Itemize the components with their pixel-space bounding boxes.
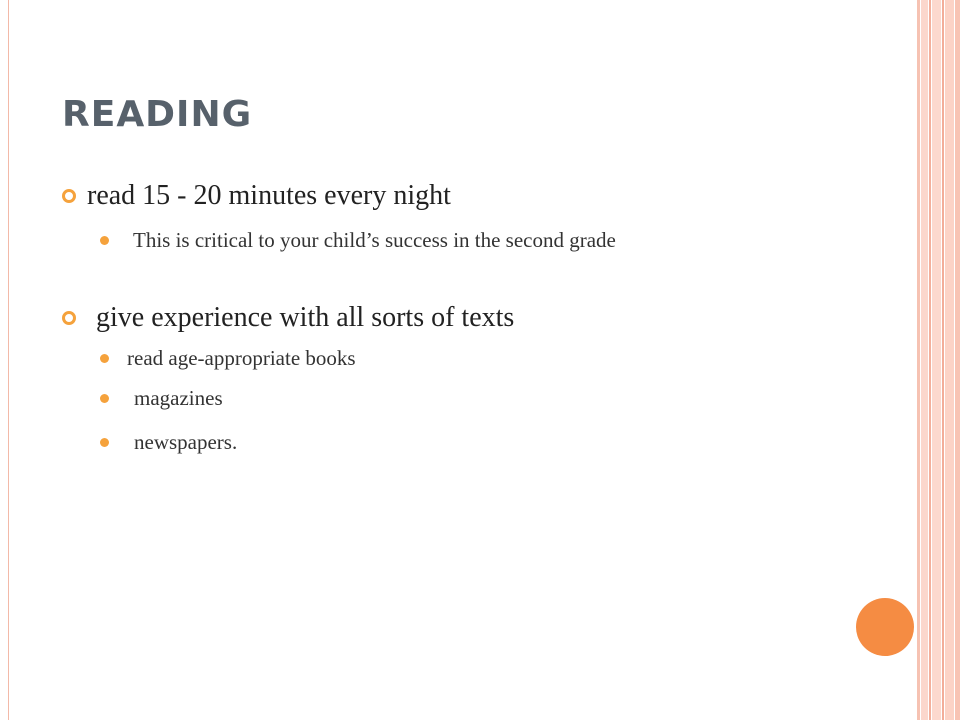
- border-stripe: [945, 0, 954, 720]
- border-stripe: [929, 0, 931, 720]
- border-stripe: [955, 0, 960, 720]
- dot-bullet-icon: [100, 438, 109, 447]
- bullet-text: magazines: [134, 386, 223, 410]
- border-stripe: [942, 0, 944, 720]
- bullet-text: This is critical to your child’s success in the second grade: [133, 228, 616, 252]
- ring-bullet-icon: [62, 311, 76, 325]
- bullet-text: read age-appropriate books: [127, 346, 356, 370]
- border-stripe: [921, 0, 928, 720]
- orange-circle-icon: [856, 598, 914, 656]
- bullet-text: give experience with all sorts of texts: [96, 302, 515, 333]
- dot-bullet-icon: [100, 394, 109, 403]
- bullet-text: newspapers.: [134, 430, 238, 454]
- dot-bullet-icon: [100, 236, 109, 245]
- slide-title: READING: [62, 94, 253, 135]
- dot-bullet-icon: [100, 354, 109, 363]
- border-stripe: [932, 0, 941, 720]
- left-border-line: [8, 0, 9, 720]
- ring-bullet-icon: [62, 189, 76, 203]
- border-stripe: [917, 0, 920, 720]
- bullet-text: read 15 - 20 minutes every night: [87, 180, 451, 211]
